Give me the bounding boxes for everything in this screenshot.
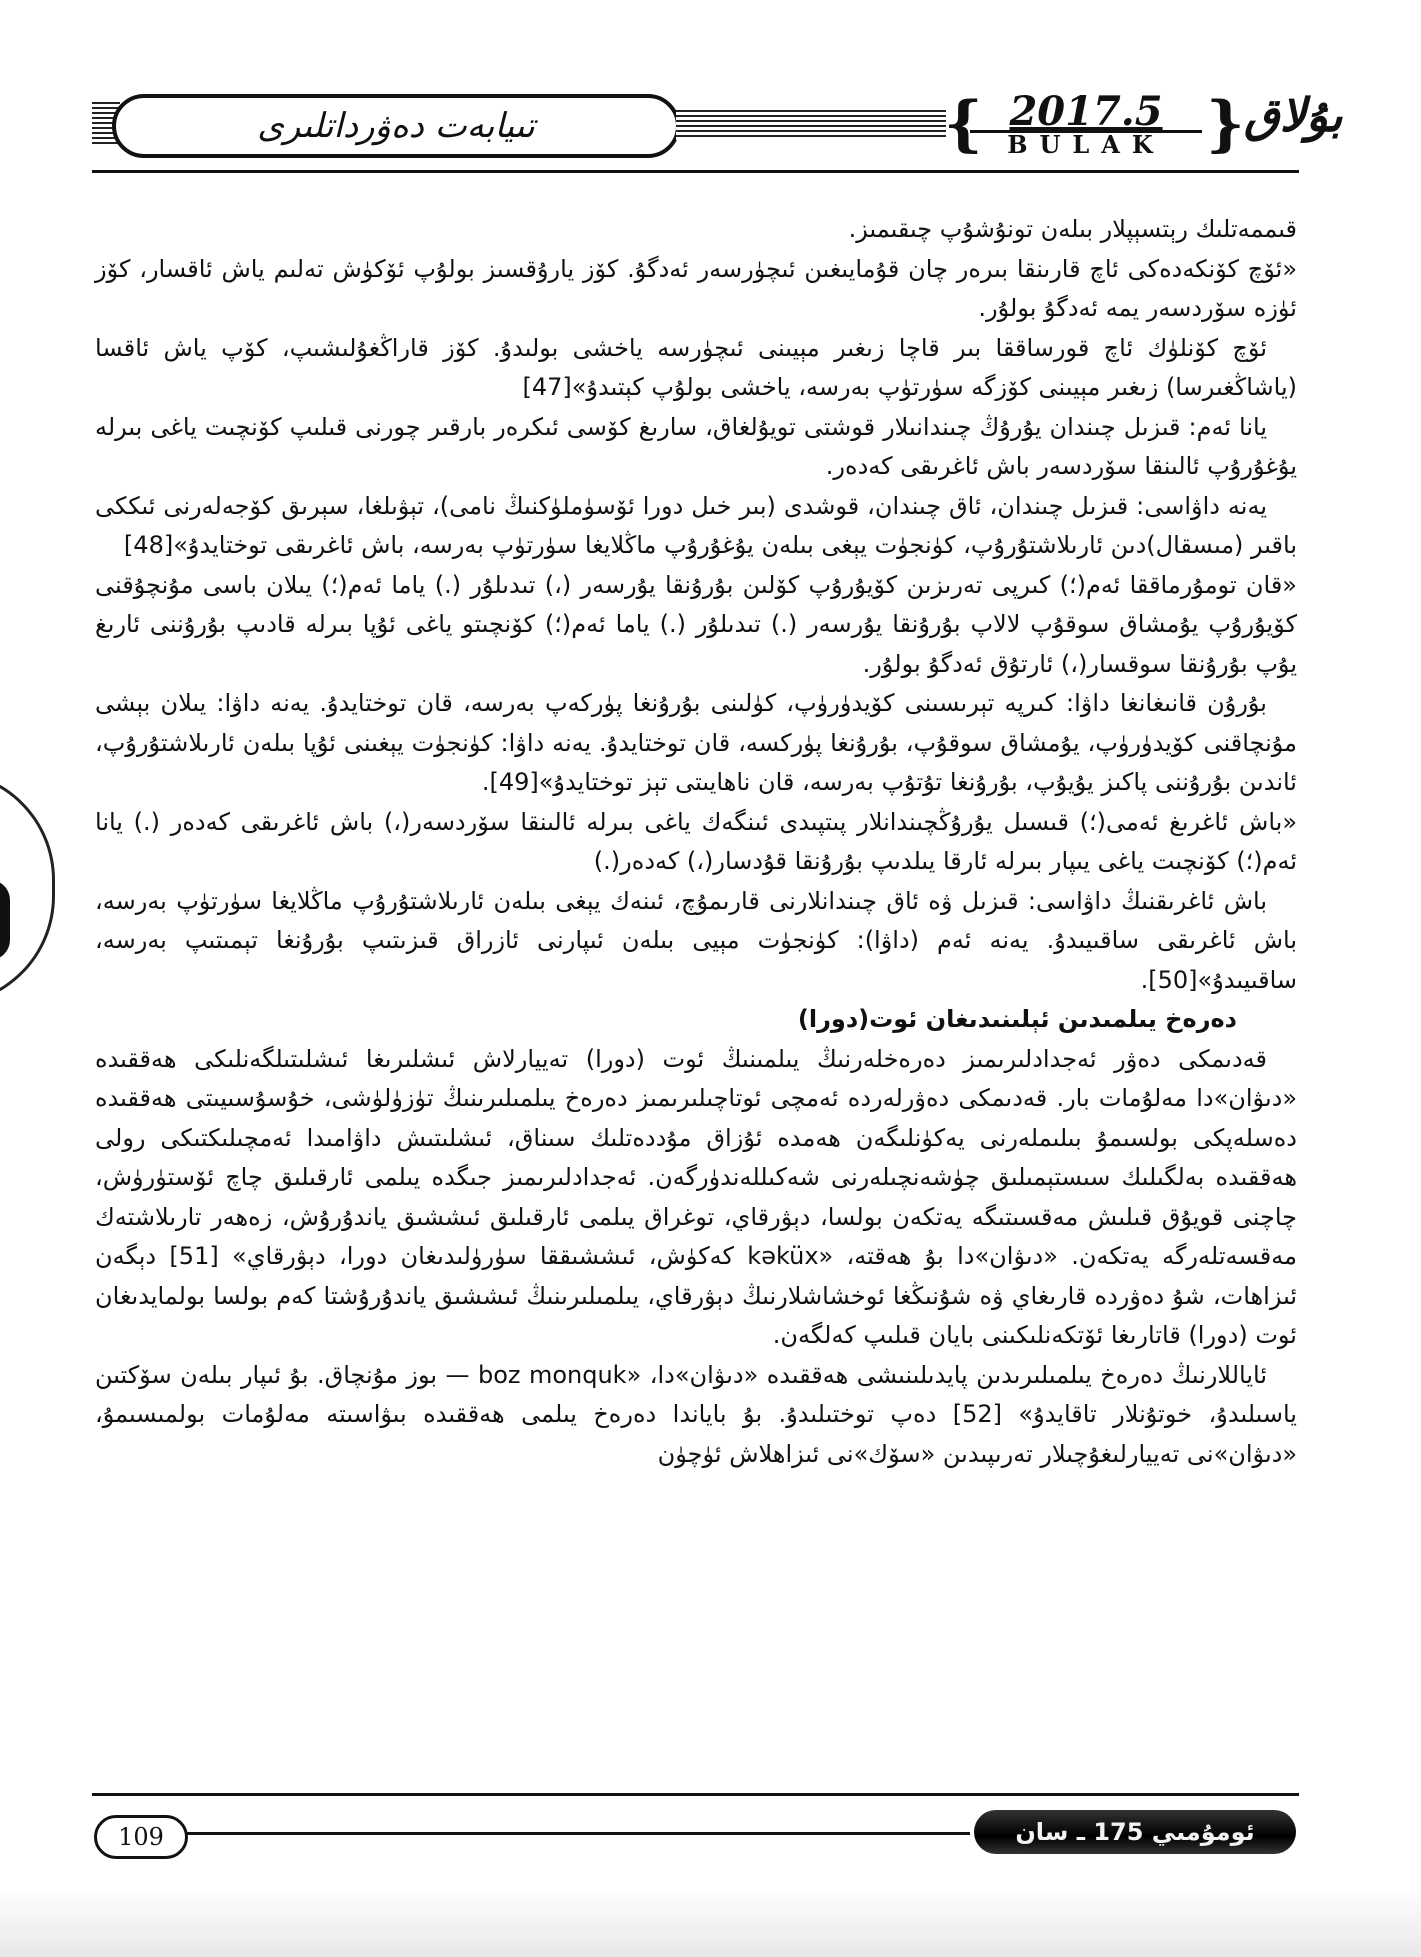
issue-total-badge: ئومۇمىي 175 ـ سان bbox=[974, 1810, 1296, 1854]
paragraph: ئۆچ كۆنلۈك ئاچ قورساققا بىر قاچا زىغىر مېيىنى ئىچۈرسە ياخشى بولىدۇ. كۆز قاراڭغۇلىشىپ، كۆپ ياش ئاقسا (ياشاڭغىرسا) زىغىر مېيىنى كۆزگە سۈرتۈپ بەرسە، ياخشى بولۇپ كېتىدۇ»[47] bbox=[95, 333, 1297, 401]
section-title: تىيابەت دەۋرداتلىرى bbox=[257, 106, 535, 146]
footer-line bbox=[186, 1832, 970, 1835]
paragraph: «ئۆچ كۆنكەدەكى ئاچ قارىنقا بىرەر چان قۇمايىغىن ئىچۈرسەر ئەدگۇ. كۆز يارۇقسىز بولۇپ ئۆكۈش تەلىم ياش ئاقسار، كۆز ئۈزە سۆردسەر يمە ئەدگۇ بولۇر. bbox=[95, 254, 1297, 322]
issue-block bbox=[970, 88, 1202, 159]
paragraph: يانا ئەم: قىزىل چىندان يۇرۇڭ چىندانىلار قوشتى تويۇلغاق، سارىغ كۆسى ئىكرەر بارقىر چورنى قىلىپ كۆنچىت ياغى بىرلە يۇغۇرۇپ ئالىنقا سۆردسەر باش ئاغرىقى كەدەر. bbox=[95, 412, 1297, 480]
paragraph: قىممەتلىك رېتسېپلار بىلەن تونۇشۇپ چىقىمىز. bbox=[848, 215, 1297, 243]
binding-edge-artifact bbox=[0, 770, 55, 1006]
subheading: دەرەخ يىلمىدىن ئېلىنىدىغان ئوت(دورا) bbox=[797, 1005, 1237, 1033]
header-hatch-middle bbox=[676, 110, 946, 140]
footer-rule bbox=[92, 1793, 1299, 1796]
page-number: 109 bbox=[94, 1815, 188, 1859]
right-brace-icon: } bbox=[1206, 89, 1245, 159]
left-brace-icon: { bbox=[944, 89, 983, 159]
page-header bbox=[92, 88, 1343, 168]
section-title-pill bbox=[112, 94, 680, 158]
paragraph: «قان تومۇرماققا ئەم(؛) كىرپى تەرىزىن كۆيۇرۇپ كۆلىن بۇرۇنقا يۇرسەر (،) تىدىلۇر (.) ياما ئەم(؛) يىلان باسى مۇنچۇقنى كۆيۇرۇپ يۇمشاق سوقۇپ لالاپ بۇرۇنقا يۇرسەر (.) تىدىلۇر (.) ياما ئەم(؛) كۆنچىتو ياغى ئۇپا بىرلە قادىپ بۇرۇننى ئارىغ يۇپ بۇرۇنقا سوقسار(،) ئارتۇق ئەدگۇ بولۇر. bbox=[95, 570, 1297, 678]
magazine-logo: بۇلاق bbox=[1244, 88, 1343, 142]
paragraph: يەنە داۋاسى: قىزىل چىندان، ئاق چىندان، قوشدى (بىر خىل دورا ئۆسۈملۈكنىڭ نامى)، تېۋىلغا، سېرىق كۆجەلەرنى ئىككى باقىر (مىسقال)دىن ئارىلاشتۇرۇپ، كۈنجۈت يېغى بىلەن يۇغۇرۇپ ماڭلايغا سۈرتۈپ بەرسە، باش ئاغرىقى توختايدۇ»[48] bbox=[95, 491, 1297, 559]
paragraph: «باش ئاغرىغ ئەمى(؛) قىسىل يۇرۇڭچىندانلار پىتپىدى ئىنگەك ياغى بىرلە ئالىنقا سۆردسەر(،) باش ئاغرىقى كەدەر (.) يانا ئەم(؛) كۆنچىت ياغى يىپار بىرلە ئارقا يىلدىپ بۇرۇنقا قۇدسار(،) كەدەر(.) bbox=[95, 807, 1297, 875]
article-body bbox=[95, 210, 1297, 1474]
header-rule bbox=[92, 170, 1299, 173]
paragraph: بۇرۇن قانىغانغا داۋا: كىرپە تېرىسىنى كۆيدۈرۈپ، كۈلىنى بۇرۇنغا پۈركەپ بەرسە، قان توختايدۇ. يەنە داۋا: يىلان بېشى مۇنچاقنى كۆيدۈرۈپ، يۇمشاق سوقۇپ، بۇرۇنغا پۈركسە، قان توختايدۇ. يەنە داۋا: كۈنجۈت يېغىنى ئۇپا بىلەن ئارىلاشتۇرۇپ، ئاندىن بۇرۇننى پاكىز يۇيۇپ، بۇرۇنغا تۇتۇپ بەرسە، قان ناھايىتى تېز توختايدۇ»[49]. bbox=[95, 689, 1297, 796]
magazine-latin-name: BULAK bbox=[970, 130, 1202, 157]
paragraph: باش ئاغرىقنىڭ داۋاسى: قىزىل ۋە ئاق چىندانلارنى قارىمۇچ، ئىنەك يېغى بىلەن ئارىلاشتۇرۇپ ماڭلايغا سۈرتۈپ بەرسە، باش ئاغرىقى ساقىيىدۇ. يەنە ئەم (داۋا): كۈنجۈت مېيى بىلەن ئىپارنى ئازراق قىزىتىپ بۇرۇنغا تېمىتىپ بەرسە، ساقىيىدۇ»[50]. bbox=[95, 886, 1297, 994]
paragraph: قەدىمكى دەۋر ئەجدادلىرىمىز دەرەخلەرنىڭ يىلمىنىڭ ئوت (دورا) تەييارلاش ئىشلىرىغا ئىشلىتىلگەنلىكى ھەققىدە «دىۋان»دا مەلۇمات بار. قەدىمكى دەۋرلەردە ئەمچى ئوتاچىلىرىمىز دەرەخ يىلمىلىرىنىڭ تۈزۈلۈشى، خۇسۇسىيىتى ھەققىدە دەسلەپكى بولسىمۇ بىلىملەرنى يەكۈنلىگەن ھەمدە ئۇزاق مۇددەتلىك سىناق، ئىشلىتىش داۋامىدا ئەمچىلىكتىكى رولى ھەققىدە بەلگىلىك سىستېمىلىق چۈشەنچىلەرنى شەكىللەندۈرگەن. ئەجدادلىرىمىز جىگدە يىلمى ئارقىلىق چاچ ئۆستۈرۈش، چاچنى قويۇق قىلىش مەقسىتىگە يەتكەن بولسا، دېۋرقاي، توغراق يىلمى ئارقىلىق ئىششىق ياندۇرۇش، زەھەر تارىلاشتەك مەقسەتلەرگە يەتكەن. «دىۋان»دا بۇ ھەقتە، «kəküx كەكۈش، ئىششىققا سۈرۈلىدىغان دورا، دېۋرقاي» [51] دېگەن ئىزاھات، شۇ دەۋردە قارىغاي ۋە شۇنىڭغا ئوخشاشلارنىڭ دېۋرقاي، يىلمىلىرىنىڭ ئىششىق ياندۇرۇشتا كەم بولسا بولمايدىغان ئوت (دورا) قاتارىغا ئۆتكەنلىكىنى بايان قىلىپ كەلگەن. bbox=[95, 1044, 1297, 1349]
issue-number: 2017.5 bbox=[1009, 88, 1163, 135]
scan-shadow bbox=[0, 1887, 1421, 1957]
paragraph: ئاياللارنىڭ دەرەخ يىلمىلىرىدىن پايدىلىنىشى ھەققىدە «دىۋان»دا، «boz monquk — بوز مۇنچاق. بۇ ئىپار بىلەن سۆكتىن ياسىلىدۇ، خوتۇنلار تاقايدۇ» [52] دەپ توختىلىدۇ. بۇ باياندا دەرەخ يىلمى ھەققىدە بىۋاسىتە مەلۇمات بولمىسىمۇ، «دىۋان»نى تەييارلىغۇچىلار تەرىپىدىن «سۆك»نى ئىزاھلاش ئۈچۈن bbox=[95, 1360, 1297, 1468]
